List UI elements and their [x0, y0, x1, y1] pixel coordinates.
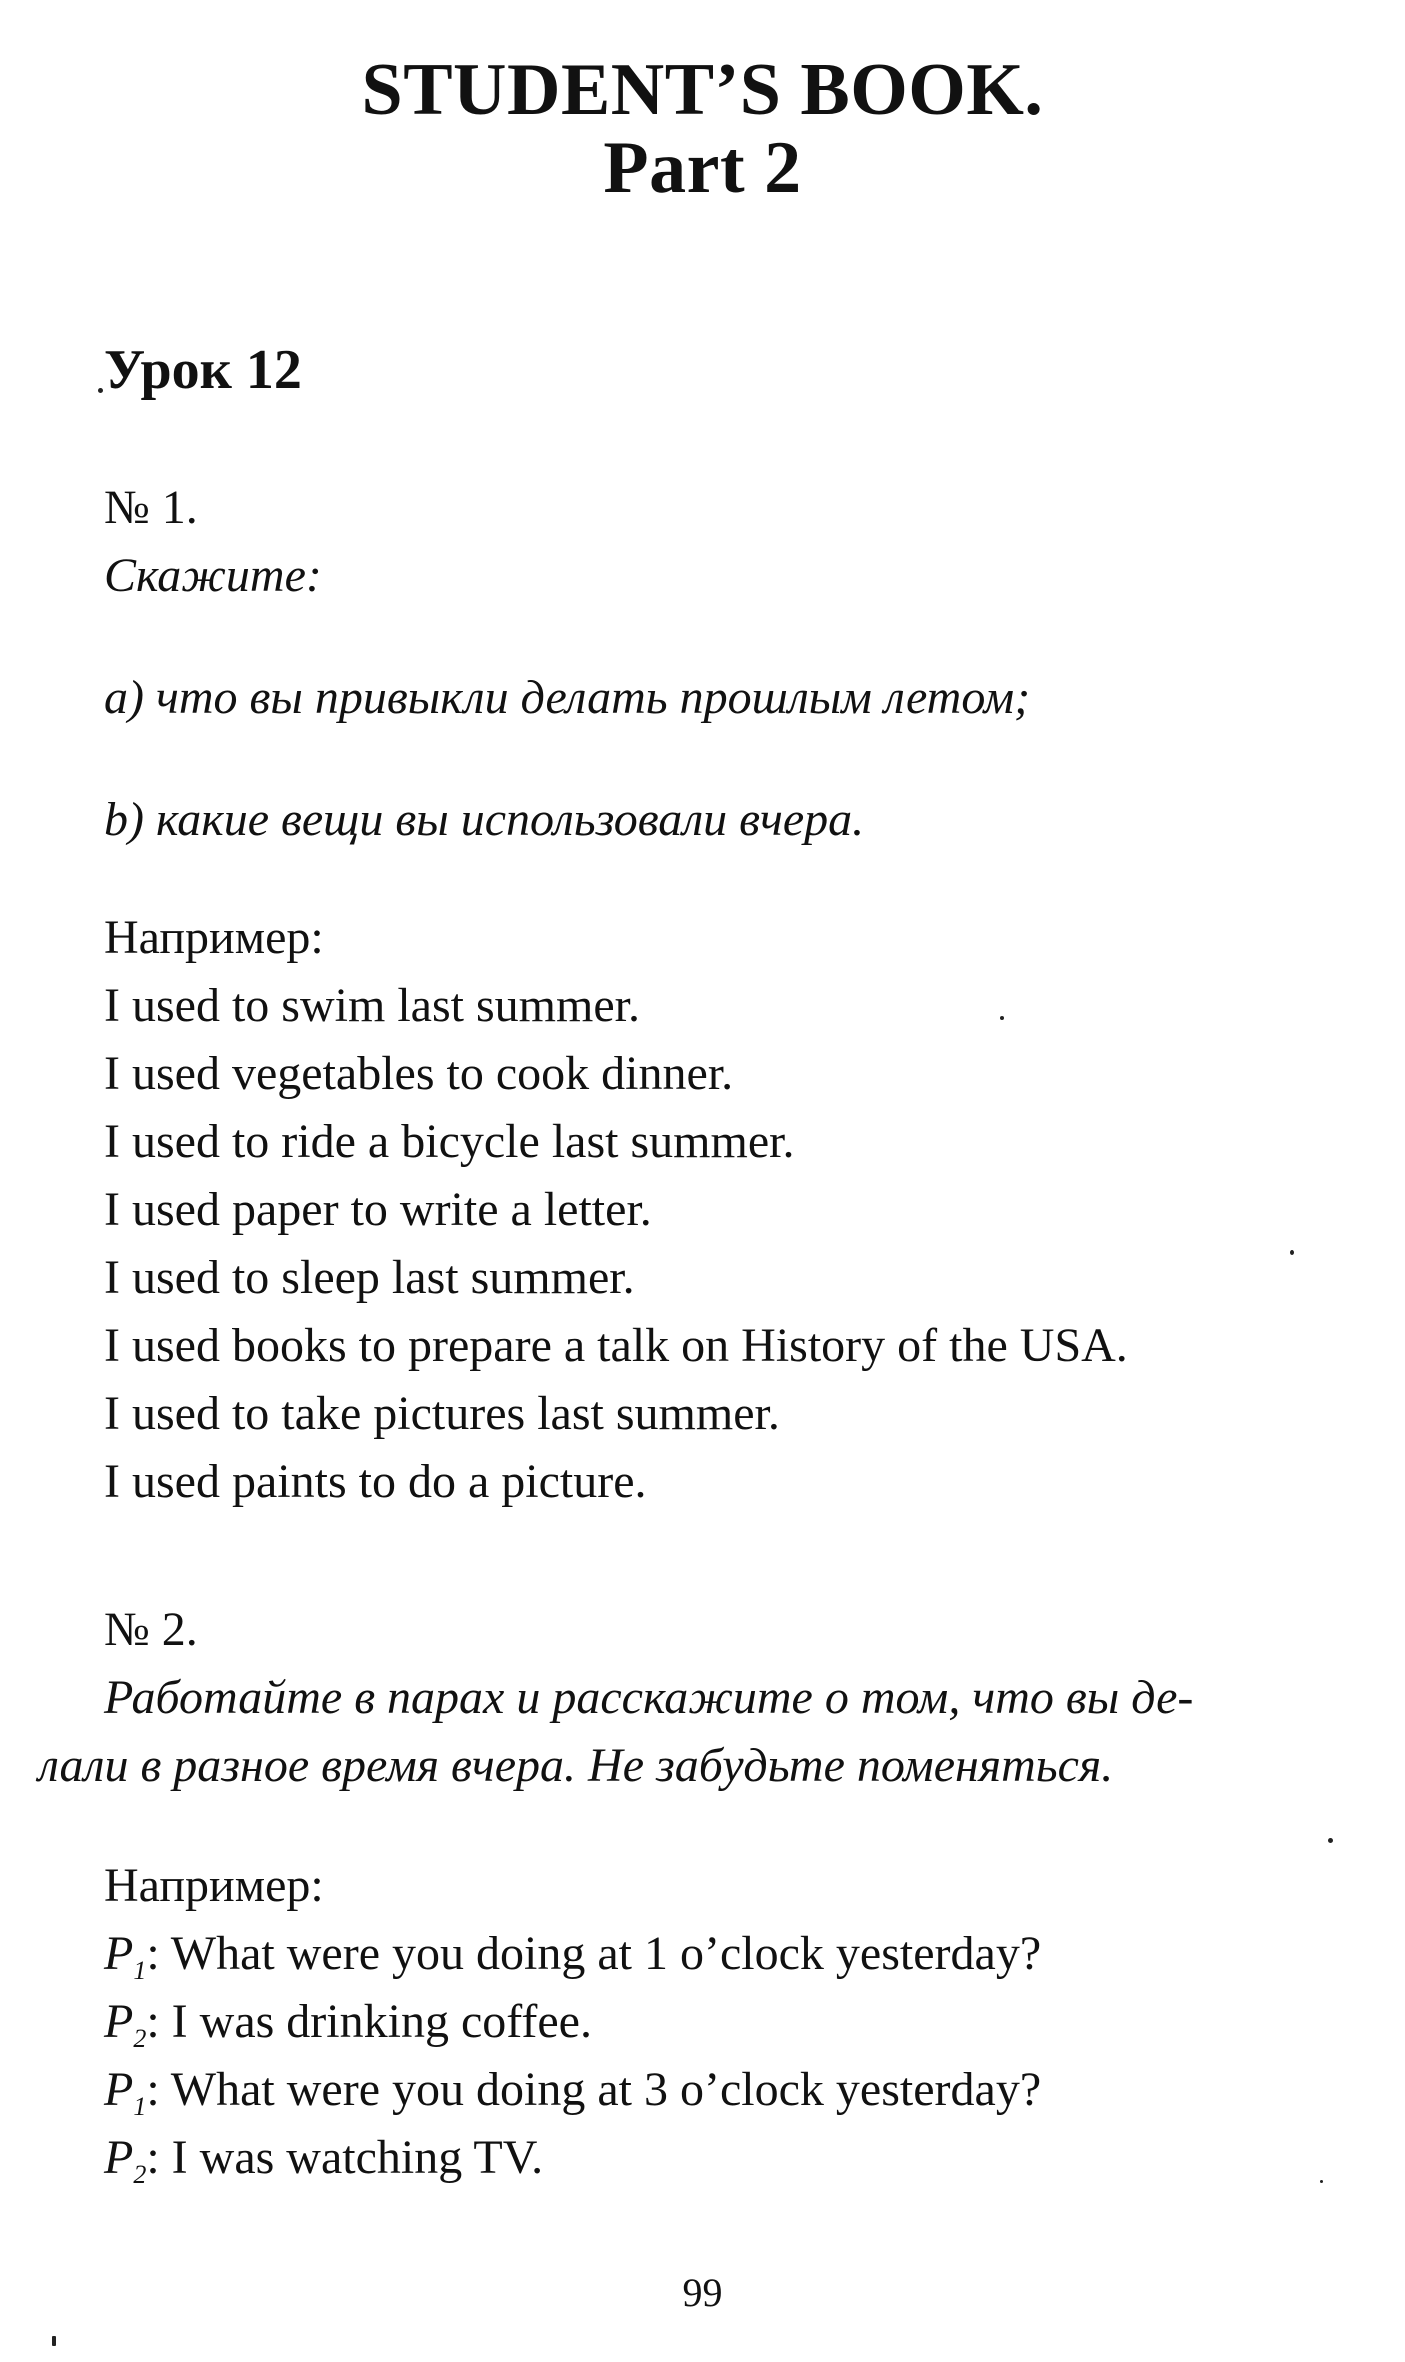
dialogue-line [104, 2060, 1041, 2120]
exercise-2-instruction-line-1: Работайте в парах и расскажите о том, что вы де- [104, 1671, 1194, 1724]
dialogue-text: : What were you doing at 1 o’clock yesterday? [146, 1927, 1042, 1980]
scan-speck [98, 388, 103, 393]
scan-speck [1328, 1838, 1333, 1843]
scan-speck [1290, 1250, 1294, 1255]
book-title: STUDENT’S BOOK. [361, 49, 1044, 131]
exercise-1-instruction: Скажите: [104, 549, 322, 602]
exercise-1-example-label: Например: [104, 911, 324, 964]
scan-speck [52, 2336, 56, 2346]
example-sentence: I used vegetables to cook dinner. [104, 1047, 734, 1100]
scan-speck [1000, 1016, 1004, 1020]
exercise-2-example-label: Например: [104, 1859, 324, 1912]
speaker-subscript: 1 [133, 2092, 147, 2121]
speaker-subscript: 2 [133, 2024, 147, 2053]
example-sentence: I used paints to do a picture. [104, 1455, 647, 1508]
dialogue-line [104, 1992, 592, 2052]
scan-speck [1320, 2180, 1323, 2183]
example-sentence: I used paper to write a letter. [104, 1183, 652, 1236]
exercise-1-item-a: a) что вы привыкли делать прошлым летом; [104, 671, 1031, 724]
book-part: Part 2 [603, 127, 802, 209]
speaker-label: P [104, 2063, 134, 2116]
example-sentence: I used to swim last summer. [104, 979, 640, 1032]
dialogue-text: : I was watching TV. [146, 2131, 544, 2184]
speaker-label: P [104, 1995, 134, 2048]
lesson-heading: Урок 12 [104, 339, 302, 401]
speaker-subscript: 1 [133, 1956, 147, 1985]
speaker-subscript: 2 [133, 2160, 147, 2189]
dialogue-text: : What were you doing at 3 o’clock yesterday? [146, 2063, 1042, 2116]
dialogue-line [104, 2128, 543, 2188]
example-sentence: I used to ride a bicycle last summer. [104, 1115, 795, 1168]
example-sentence: I used to sleep last summer. [104, 1251, 635, 1304]
example-sentence: I used books to prepare a talk on History of the USA. [104, 1319, 1128, 1372]
example-sentence: I used to take pictures last summer. [104, 1387, 780, 1440]
dialogue-text: : I was drinking coffee. [146, 1995, 592, 2048]
exercise-2-number: № 2. [104, 1603, 198, 1656]
speaker-label: P [104, 2131, 134, 2184]
exercise-1-number: № 1. [104, 481, 198, 534]
exercise-2-instruction-line-2: лали в разное время вчера. Не забудьте поменяться. [38, 1739, 1114, 1792]
page-number: 99 [682, 2270, 723, 2315]
speaker-label: P [104, 1927, 134, 1980]
dialogue-line [104, 1924, 1041, 1984]
exercise-1-item-b: b) какие вещи вы использовали вчера. [104, 793, 865, 846]
